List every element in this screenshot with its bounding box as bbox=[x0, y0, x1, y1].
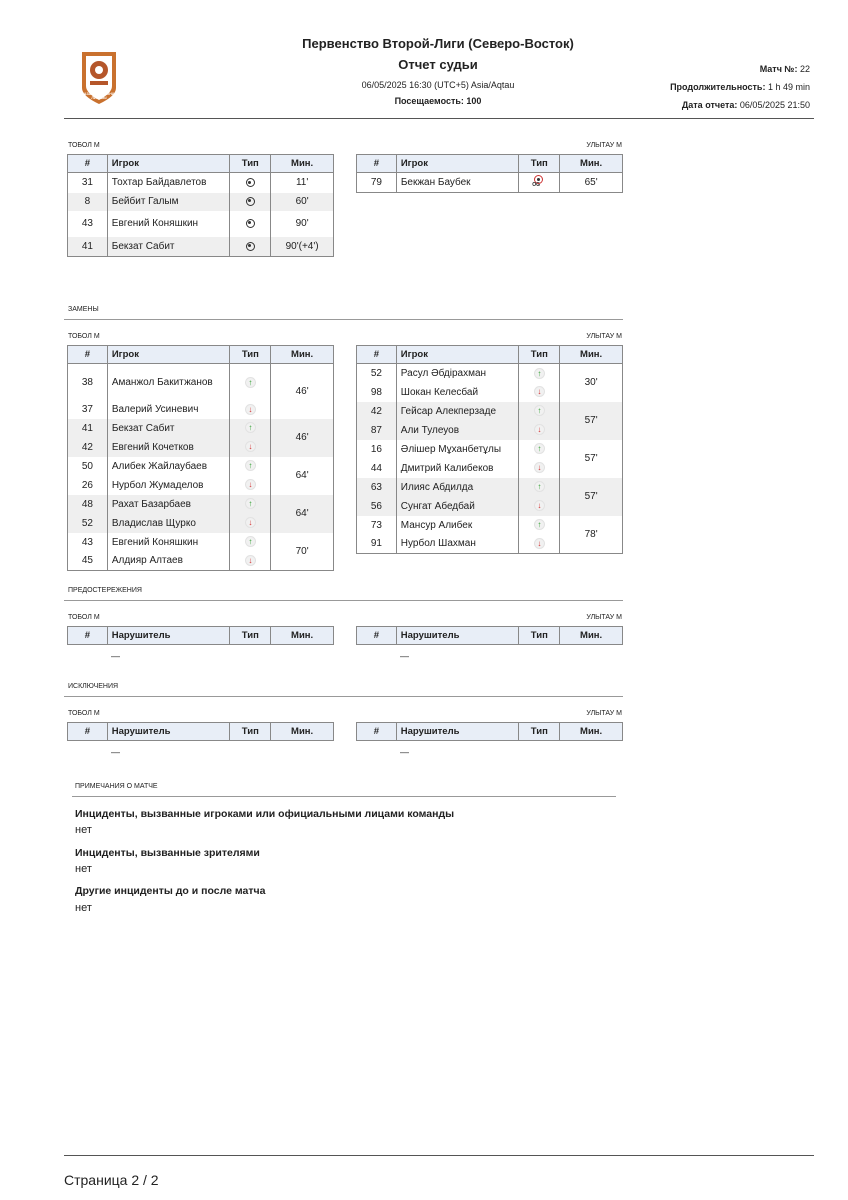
team-home-label: ТОБОЛ М bbox=[68, 710, 100, 717]
note-answer-players: нет bbox=[75, 824, 92, 836]
table-row: 52 Владислав Щурко ↓ bbox=[68, 514, 334, 533]
footer-divider bbox=[64, 1155, 814, 1156]
match-number: Матч №: 22 bbox=[759, 64, 810, 74]
table-row: 52 Расул Әбдірахман ↑ 30' bbox=[357, 364, 623, 383]
goal-ball-icon bbox=[246, 242, 255, 251]
own-goal-icon: OG bbox=[532, 175, 546, 187]
table-row: 43 Евгений Коняшкин ↑ 70' bbox=[68, 533, 334, 552]
table-row: 56 Сунгат Абедбай ↓ bbox=[357, 497, 623, 516]
match-duration: Продолжительность: 1 h 49 min bbox=[670, 82, 810, 92]
table-row: 73 Мансур Алибек ↑ 78' bbox=[357, 516, 623, 535]
table-row: 87 Али Тулеуов ↓ bbox=[357, 421, 623, 440]
sub-out-arrow-icon: ↓ bbox=[534, 538, 545, 549]
sub-in-arrow-icon: ↑ bbox=[245, 460, 256, 471]
table-row: 91 Нурбол Шахман ↓ bbox=[357, 535, 623, 554]
sub-in-arrow-icon: ↑ bbox=[534, 443, 545, 454]
sub-in-arrow-icon: ↑ bbox=[534, 405, 545, 416]
table-row: 8 Бейбит Галым 60' bbox=[68, 193, 334, 211]
subs-away-table: # Игрок Тип Мин. 52 Расул Әбдірахман ↑ 30' 98 Шокан Келесбай ↓ 42 Гейсар Алекперзаде ↑ 57' 87 Али Тулеуов ↓ 16 Әлішер Мұханбетұлы ↑ 57' 44 Дмитрий Калибеков ↓ 63 Илияс Абдилда ↑ 57' 56 Сунгат Абедбай ↓ 73 Мансур Алибек ↑ 78' 91 Нурбол Шахман ↓ bbox=[356, 345, 623, 554]
table-row: 38 Аманжол Бакитжанов ↑ 46' bbox=[68, 364, 334, 401]
note-answer-spectators: нет bbox=[75, 863, 92, 875]
page-subtitle: Отчет судьи bbox=[398, 57, 478, 72]
section-divider bbox=[64, 319, 623, 320]
section-notes-title: ПРИМЕЧАНИЯ О МАТЧЕ bbox=[75, 783, 158, 790]
sub-out-arrow-icon: ↓ bbox=[245, 441, 256, 452]
note-question-spectators: Инциденты, вызванные зрителями bbox=[75, 847, 260, 859]
section-divider bbox=[64, 600, 623, 601]
table-row: 41 Бекзат Сабит ↑ 46' bbox=[68, 419, 334, 438]
table-row: 45 Алдияр Алтаев ↓ bbox=[68, 552, 334, 571]
sub-out-arrow-icon: ↓ bbox=[245, 517, 256, 528]
sub-out-arrow-icon: ↓ bbox=[245, 404, 256, 415]
team-away-label: УЛЫТАУ М bbox=[586, 710, 622, 717]
sub-out-arrow-icon: ↓ bbox=[245, 479, 256, 490]
page-number: Страница 2 / 2 bbox=[64, 1172, 159, 1188]
section-subs-title: ЗАМЕНЫ bbox=[68, 306, 99, 313]
table-row: 50 Алибек Жайлаубаев ↑ 64' bbox=[68, 457, 334, 476]
table-row: 42 Гейсар Алекперзаде ↑ 57' bbox=[357, 402, 623, 421]
attendance: Посещаемость: 100 bbox=[394, 96, 482, 106]
sub-in-arrow-icon: ↑ bbox=[534, 368, 545, 379]
table-row: 63 Илияс Абдилда ↑ 57' bbox=[357, 478, 623, 497]
empty-placeholder: — bbox=[400, 747, 409, 757]
team-home-label: ТОБОЛ М bbox=[68, 333, 100, 340]
sub-out-arrow-icon: ↓ bbox=[534, 386, 545, 397]
section-cautions-title: ПРЕДОСТЕРЕЖЕНИЯ bbox=[68, 587, 142, 594]
team-home-label: ТОБОЛ М bbox=[68, 142, 100, 149]
cautions-home-table: # Нарушитель Тип Мин. bbox=[67, 626, 334, 645]
table-row: 31 Тохтар Байдавлетов 11' bbox=[68, 173, 334, 193]
table-row: 98 Шокан Келесбай ↓ bbox=[357, 383, 623, 402]
note-question-players: Инциденты, вызванные игроками или официальными лицами команды bbox=[75, 808, 455, 820]
sub-out-arrow-icon: ↓ bbox=[534, 462, 545, 473]
table-row: 37 Валерий Усиневич ↓ bbox=[68, 401, 334, 419]
team-away-label: УЛЫТАУ М bbox=[586, 333, 622, 340]
goals-home-table: # Игрок Тип Мин. 31 Тохтар Байдавлетов 11' 8 Бейбит Галым 60' 43 Евгений Коняшкин 90' 41 Бекзат Сабит 90'(+4') bbox=[67, 154, 334, 257]
cautions-away-table: # Нарушитель Тип Мин. bbox=[356, 626, 623, 645]
table-row: 44 Дмитрий Калибеков ↓ bbox=[357, 459, 623, 478]
table-row: 16 Әлішер Мұханбетұлы ↑ 57' bbox=[357, 440, 623, 459]
table-row: 42 Евгений Кочетков ↓ bbox=[68, 438, 334, 457]
section-divider bbox=[72, 796, 616, 797]
sub-in-arrow-icon: ↑ bbox=[245, 377, 256, 388]
goal-ball-icon bbox=[246, 178, 255, 187]
subs-home-table: # Игрок Тип Мин. 38 Аманжол Бакитжанов ↑ 46' 37 Валерий Усиневич ↓ 41 Бекзат Сабит ↑ 46' 42 Евгений Кочетков ↓ 50 Алибек Жайлаубаев ↑ 64' 26 Нурбол Жумаделов ↓ 48 Рахат Базарбаев ↑ 64' 52 Владислав Щурко ↓ 43 Евгений Коняшкин ↑ 70' 45 Алдияр Алтаев ↓ bbox=[67, 345, 334, 571]
table-row: 79 Бекжан Баубек OG 65' bbox=[357, 173, 623, 193]
sub-out-arrow-icon: ↓ bbox=[534, 424, 545, 435]
team-away-label: УЛЫТАУ М bbox=[586, 614, 622, 621]
sub-out-arrow-icon: ↓ bbox=[245, 555, 256, 566]
logo-text: КАЗАХСТАН ЕКІНШІ ЛИГАСЫ bbox=[81, 92, 117, 100]
empty-placeholder: — bbox=[400, 651, 409, 661]
sub-in-arrow-icon: ↑ bbox=[534, 519, 545, 530]
section-divider bbox=[64, 696, 623, 697]
sub-in-arrow-icon: ↑ bbox=[534, 481, 545, 492]
note-question-other: Другие инциденты до и после матча bbox=[75, 885, 266, 897]
expulsions-away-table: # Нарушитель Тип Мин. bbox=[356, 722, 623, 741]
goal-ball-icon bbox=[246, 197, 255, 206]
goals-away-table: # Игрок Тип Мин. 79 Бекжан Баубек OG 65' bbox=[356, 154, 623, 193]
sub-in-arrow-icon: ↑ bbox=[245, 422, 256, 433]
team-home-label: ТОБОЛ М bbox=[68, 614, 100, 621]
goal-ball-icon bbox=[246, 219, 255, 228]
sub-out-arrow-icon: ↓ bbox=[534, 500, 545, 511]
expulsions-home-table: # Нарушитель Тип Мин. bbox=[67, 722, 334, 741]
sub-in-arrow-icon: ↑ bbox=[245, 498, 256, 509]
table-row: 43 Евгений Коняшкин 90' bbox=[68, 211, 334, 237]
match-datetime: 06/05/2025 16:30 (UTC+5) Asia/Aqtau bbox=[361, 80, 515, 90]
report-date: Дата отчета: 06/05/2025 21:50 bbox=[681, 100, 810, 110]
sub-in-arrow-icon: ↑ bbox=[245, 536, 256, 547]
empty-placeholder: — bbox=[111, 747, 120, 757]
table-row: 41 Бекзат Сабит 90'(+4') bbox=[68, 237, 334, 257]
empty-placeholder: — bbox=[111, 651, 120, 661]
page-title: Первенство Второй-Лиги (Северо-Восток) bbox=[302, 36, 574, 51]
team-away-label: УЛЫТАУ М bbox=[586, 142, 622, 149]
table-row: 26 Нурбол Жумаделов ↓ bbox=[68, 476, 334, 495]
note-answer-other: нет bbox=[75, 902, 92, 914]
table-row: 48 Рахат Базарбаев ↑ 64' bbox=[68, 495, 334, 514]
header-divider bbox=[64, 118, 814, 119]
section-expulsions-title: ИСКЛЮЧЕНИЯ bbox=[68, 683, 119, 690]
